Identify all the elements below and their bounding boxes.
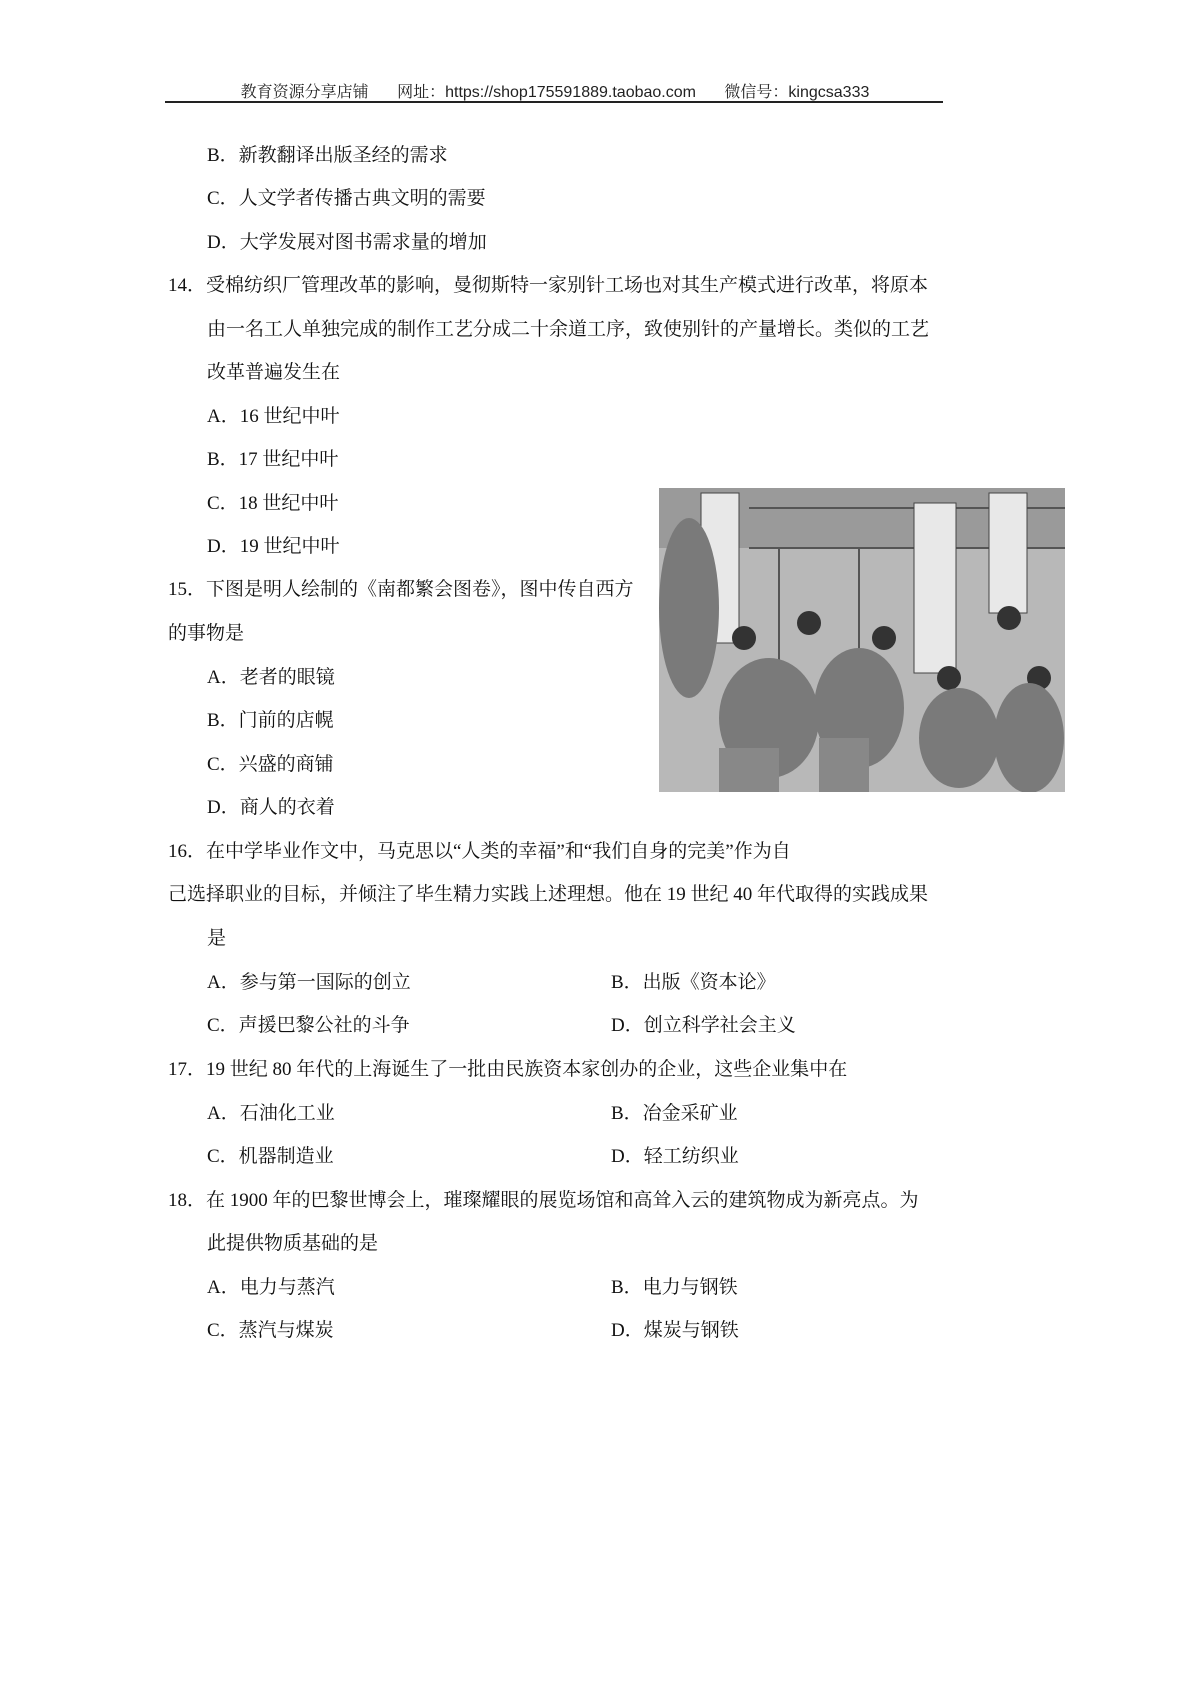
option: A．16 世纪中叶: [207, 406, 340, 427]
question-text: 此提供物质基础的是: [207, 1233, 379, 1254]
option: A．老者的眼镜: [207, 667, 335, 688]
question-text: 由一名工人单独完成的制作工艺分成二十余道工序，致使别针的产量增长。类似的工艺: [207, 319, 930, 340]
question-16: 16．在中学毕业作文中，马克思以“人类的幸福”和“我们自身的完美”作为自: [168, 841, 791, 862]
question-text: 是: [207, 928, 227, 949]
option: C．人文学者传播古典文明的需要: [207, 188, 486, 209]
option: C．声援巴黎公社的斗争: [207, 1015, 410, 1036]
option: A．电力与蒸汽: [207, 1277, 335, 1298]
option: D．煤炭与钢铁: [611, 1320, 739, 1341]
option: C．兴盛的商铺: [207, 754, 334, 775]
option: A．参与第一国际的创立: [207, 972, 411, 993]
question-text: 改革普遍发生在: [207, 362, 341, 383]
option: D．19 世纪中叶: [207, 536, 340, 557]
shop-name: 教育资源分享店铺: [240, 84, 369, 101]
question-15: 15．下图是明人绘制的《南都繁会图卷》，图中传自西方: [168, 579, 634, 600]
question-14: 14．受棉纺织厂管理改革的影响，曼彻斯特一家别针工场也对其生产模式进行改革，将原本: [168, 275, 929, 296]
option: B．电力与钢铁: [611, 1277, 738, 1298]
option: D．大学发展对图书需求量的增加: [207, 232, 487, 253]
option: C．蒸汽与煤炭: [207, 1320, 334, 1341]
option: B．新教翻译出版圣经的需求: [207, 145, 448, 166]
header-rule: [165, 101, 943, 103]
wechat-id: 微信号：kingcsa333: [724, 84, 870, 101]
question-18: 18．在 1900 年的巴黎世博会上，璀璨耀眼的展览场馆和高耸入云的建筑物成为新亮点。为: [168, 1190, 919, 1211]
nandu-painting-image: [659, 488, 1065, 792]
option: D．创立科学社会主义: [611, 1015, 796, 1036]
option: C．机器制造业: [207, 1146, 334, 1167]
option: B．出版《资本论》: [611, 972, 776, 993]
question-text: 的事物是: [168, 623, 245, 644]
shop-url: 网址：https://shop175591889.taobao.com: [397, 84, 696, 101]
option: A．石油化工业: [207, 1103, 335, 1124]
option: D．商人的衣着: [207, 797, 335, 818]
option: D．轻工纺织业: [611, 1146, 739, 1167]
question-17: 17．19 世纪 80 年代的上海诞生了一批由民族资本家创办的企业，这些企业集中在: [168, 1059, 848, 1080]
option: B．17 世纪中叶: [207, 449, 339, 470]
option: B．门前的店幌: [207, 710, 334, 731]
option: B．冶金采矿业: [611, 1103, 738, 1124]
question-text: 己选择职业的目标，并倾注了毕生精力实践上述理想。他在 19 世纪 40 年代取得的实践成果: [168, 884, 929, 905]
page-header: [0, 79, 1110, 102]
option: C．18 世纪中叶: [207, 493, 339, 514]
